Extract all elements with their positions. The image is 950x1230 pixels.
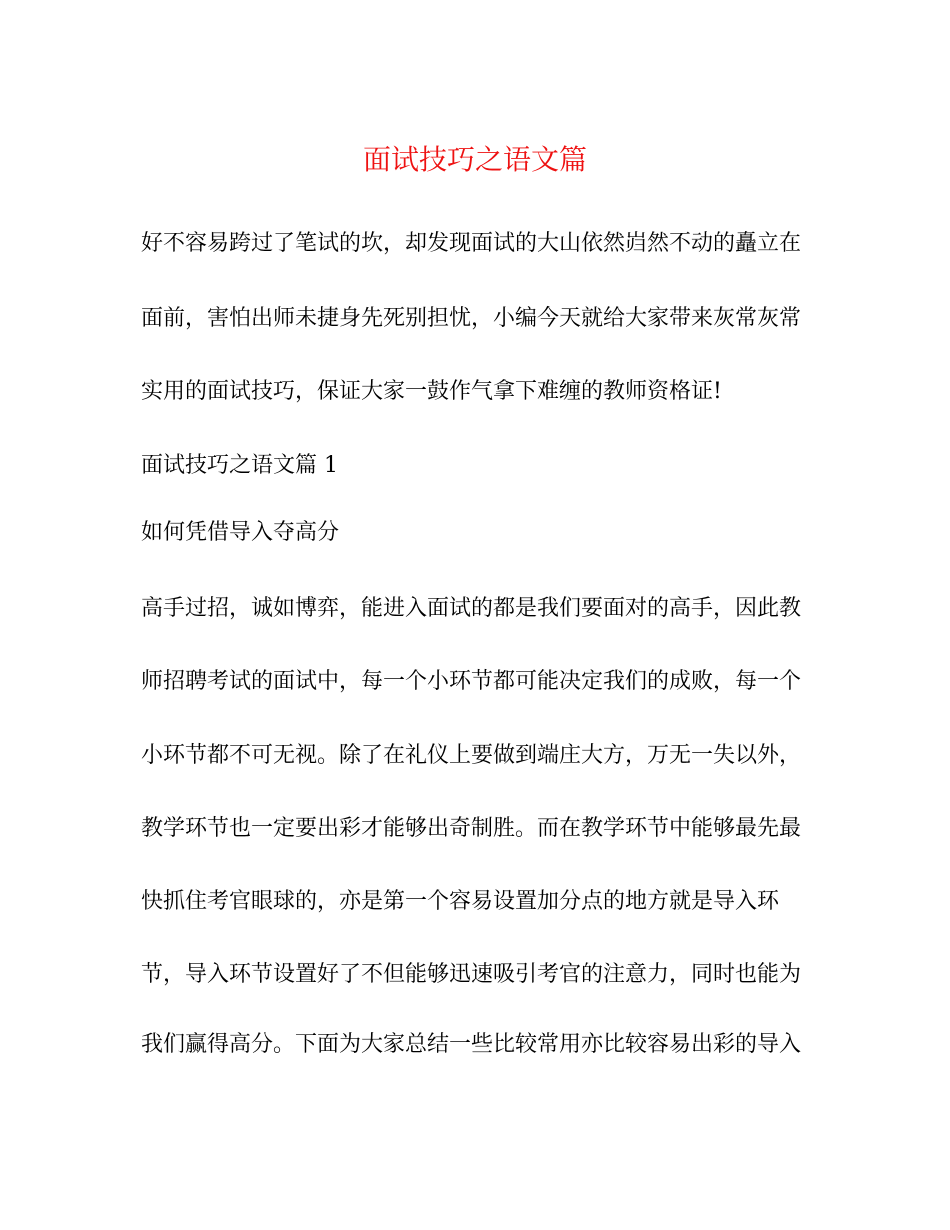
paragraph-line: 节，导入环节设置好了不但能够迅速吸引考官的注意力，同时也能为: [141, 962, 802, 987]
paragraph-line: 实用的面试技巧，保证大家一鼓作气拿下难缠的教师资格证!: [141, 379, 722, 404]
document-title: 面试技巧之语文篇: [362, 143, 587, 176]
paragraph-line: 我们赢得高分。下面为大家总结一些比较常用亦比较容易出彩的导入: [141, 1032, 802, 1057]
paragraph-line: 面前，害怕出师未捷身先死别担忧，小编今天就给大家带来灰常灰常: [141, 306, 802, 331]
paragraph-line: 高手过招，诚如博弈，能进入面试的都是我们要面对的高手，因此教: [141, 596, 802, 621]
paragraph-line: 小环节都不可无视。除了在礼仪上要做到端庄大方，万无一失以外，: [141, 743, 802, 768]
paragraph-line: 师招聘考试的面试中，每一个小环节都可能决定我们的成败，每一个: [141, 669, 802, 694]
subsection-heading: 如何凭借导入夺高分: [141, 520, 340, 545]
paragraph-line: 教学环节也一定要出彩才能够出奇制胜。而在教学环节中能够最先最: [141, 816, 802, 841]
paragraph-line: 好不容易跨过了笔试的坎，却发现面试的大山依然岿然不动的矗立在: [141, 231, 802, 256]
paragraph-line: 快抓住考官眼球的，亦是第一个容易设置加分点的地方就是导入环: [141, 889, 780, 914]
section-heading: 面试技巧之语文篇 1: [141, 453, 338, 478]
